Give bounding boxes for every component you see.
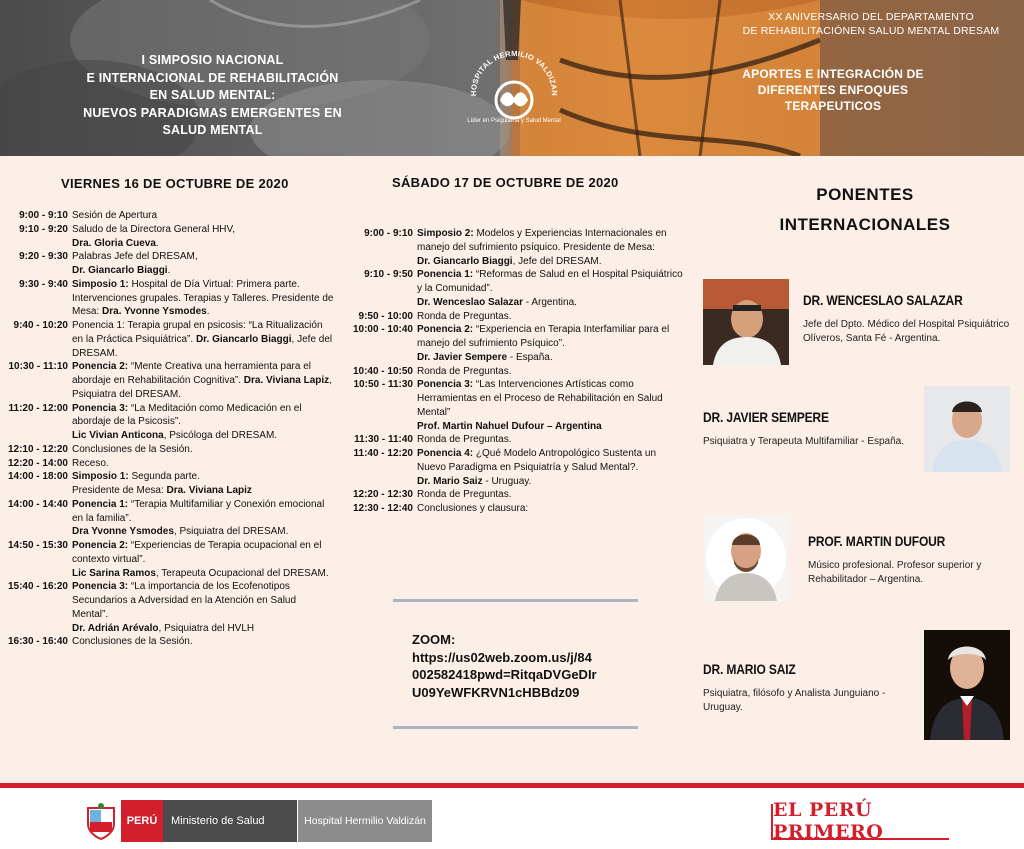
day2-activity: Conclusiones y clausura: [417, 503, 529, 514]
day2-schedule-row [350, 323, 685, 364]
day2-schedule-row [350, 365, 685, 379]
header-banner [0, 0, 1024, 156]
day1-activity: Ponencia 1: Terapia grupal en psicosis: “La Ritualización en la Práctica Psiquiátrica”. Dr. Giancarlo Biaggi, Jefe del DRESAM. [72, 320, 333, 359]
divider-top [393, 599, 638, 602]
divider-bottom [393, 726, 638, 729]
speaker-name-dufour: PROF. MARTIN DUFOUR [808, 533, 946, 549]
day2-schedule-row [350, 502, 685, 516]
day1-time: 12:20 - 14:00 [7, 457, 68, 469]
day2-time: 11:30 - 11:40 [354, 434, 413, 446]
day1-time: 12:10 - 12:20 [7, 443, 68, 455]
day1-activity: Conclusiones de la Sesión. [72, 443, 193, 455]
zoom-label: ZOOM: [412, 632, 456, 647]
day1-schedule [0, 209, 334, 649]
day1-time: 9:10 - 9:20 [19, 223, 68, 235]
theme-title: APORTES E INTEGRACIÓN DE DIFERENTES ENFOQUES TERAPEUTICOS [742, 67, 924, 113]
day1-time: 9:00 - 9:10 [19, 210, 68, 221]
day1-schedule-row [0, 360, 334, 401]
symposium-title: I SIMPOSIO NACIONAL E INTERNACIONAL DE REHABILITACIÓN EN SALUD MENTAL: NUEVOS PARADIGMAS EMERGENTES EN SALUD MENTAL [83, 53, 342, 137]
day1-activity: Simposio 1: Segunda parte. Presidente de Mesa: Dra. Viviana Lapiz [72, 471, 252, 496]
speaker-name-saiz: DR. MARIO SAIZ [703, 661, 796, 677]
speaker-desc-salazar: Jefe del Dpto. Médico del Hospital Psiquiátrico Olíveros, Santa Fé - Argentina. [803, 319, 1010, 344]
svg-text:HOSPITAL HERMILIO VALDIZAN [469, 49, 559, 96]
hospital-logo [462, 38, 566, 130]
day2-schedule-row [350, 268, 685, 309]
day1-schedule-row [0, 209, 334, 223]
day2-time: 9:10 - 9:50 [364, 269, 413, 281]
day2-activity: Ronda de Preguntas. [417, 365, 512, 377]
logo-arc-text: HOSPITAL HERMILIO VALDIZAN [468, 48, 560, 97]
day1-activity: Ponencia 2: “Mente Creativa una herramienta para el abordaje en Rehabilitación Cognitiva”. Dra. Viviana Lapiz, Psiquiatra del DRESAM. [72, 361, 332, 400]
day1-time: 9:30 - 9:40 [19, 278, 68, 290]
hospital-label: Hospital Hermilio Valdizán [298, 800, 432, 842]
day2-activity: Ponencia 2: “Experiencia en Terapia Interfamiliar para el manejo del sufrimiento Psíquico”. Dr. Javier Sempere - España. [417, 324, 670, 363]
day1-time: 9:40 - 10:20 [13, 320, 68, 331]
logo-tagline: Líder en Psiquiatría y Salud Mental [467, 118, 561, 124]
speaker-desc-dufour: Músico profesional. Profesor superior y Rehabilitador – Argentina. [808, 560, 982, 585]
day1-activity: Ponencia 1: “Terapia Multifamiliar y Conexión emocional en la familia”. Dra Yvonne Ysmodes, Psiquiatra del DRESAM. [72, 498, 325, 538]
day1-time: 11:20 - 12:00 [8, 402, 68, 414]
day1-time: 15:40 - 16:20 [7, 581, 68, 593]
speaker-desc-saiz: Psiquiatra, filósofo y Analista Junguiano - Uruguay. [703, 688, 886, 713]
peru-label: PERÚ [121, 800, 163, 842]
day1-time: 14:00 - 14:40 [7, 498, 68, 510]
day2-time: 12:30 - 12:40 [352, 503, 413, 514]
ponentes-title: PONENTES INTERNACIONALES [779, 185, 951, 234]
day1-activity: Ponencia 2: “Experiencias de Terapia ocupacional en el contexto virtual”. Lic Sarina Ramos, Terapeuta Ocupacional del DRESAM. [72, 540, 329, 579]
day1-schedule-row [0, 635, 334, 649]
day2-time: 9:50 - 10:00 [358, 310, 413, 322]
day1-schedule-row [0, 402, 334, 443]
day1-activity: Receso. [72, 457, 109, 469]
peru-coat-of-arms-icon [84, 802, 118, 840]
zoom-info [412, 631, 628, 701]
speaker-name-sempere: DR. JAVIER SEMPERE [703, 409, 829, 425]
day1-time: 14:50 - 15:30 [7, 540, 68, 551]
day1-schedule-row [0, 443, 334, 457]
anniversary-label: XX ANIVERSARIO DEL DEPARTAMENTO DE REHABILITACIÓNEN SALUD MENTAL DRESAM [742, 11, 1000, 37]
day2-activity: Ponencia 3: “Las Intervenciones Artísticas como Herramientas en el Proceso de Rehabilitación en Salud Mental” Prof. Martin Nahuel Dufour – Argentina [417, 379, 663, 432]
day2-schedule-row [350, 378, 685, 433]
day2-title: SÁBADO 17 DE OCTUBRE DE 2020 [392, 175, 619, 190]
speaker-photo-dufour [703, 515, 789, 601]
day2-schedule-row [350, 310, 685, 324]
day2-activity: Ronda de Preguntas. [417, 434, 512, 446]
day2-time: 10:40 - 10:50 [352, 365, 413, 377]
day2-time: 10:50 - 11:30 [353, 379, 413, 391]
day2-activity: Simposio 2: Modelos y Experiencias Internacionales en manejo del sufrimiento psíquico. Presidente de Mesa: Dr. Giancarlo Biaggi, Jefe del DRESAM. [417, 228, 667, 267]
speaker-photo-saiz [924, 630, 1010, 740]
day1-title: VIERNES 16 DE OCTUBRE DE 2020 [61, 176, 289, 191]
day2-time: 9:00 - 9:10 [364, 228, 413, 239]
day1-schedule-row [0, 223, 334, 251]
day2-schedule-row [350, 433, 685, 447]
day1-activity: Ponencia 3: “La Meditación como Medicación en el abordaje de la Psicosis”. Lic Vivian Anticona, Psicóloga del DRESAM. [72, 402, 302, 441]
day1-time: 14:00 - 18:00 [7, 471, 68, 483]
day1-schedule-row [0, 470, 334, 498]
day1-time: 16:30 - 16:40 [7, 636, 68, 648]
day2-time: 12:20 - 12:30 [352, 489, 413, 501]
day1-activity: Simposio 1: Hospital de Día Virtual: Primera parte. Intervenciones grupales. Terapias y Talleres. Presidente de Mesa: Dra. Yvonne Ysmodes. [72, 278, 334, 318]
day2-activity: Ronda de Preguntas. [417, 489, 512, 501]
day1-time: 9:20 - 9:30 [19, 251, 68, 263]
day2-activity: Ronda de Preguntas. [417, 310, 512, 322]
speaker-desc-sempere: Psiquiatra y Terapeuta Multifamiliar - España. [703, 436, 905, 447]
day2-schedule-row [350, 447, 685, 488]
day1-schedule-row [0, 319, 334, 360]
day1-activity: Sesión de Apertura [72, 210, 158, 221]
day1-schedule-row [0, 539, 334, 580]
day2-activity: Ponencia 4: ¿Qué Modelo Antropológico Sustenta un Nuevo Paradigma en Psiquiatría y Salud Mental?. Dr. Mario Saiz - Uruguay. [417, 448, 657, 487]
day2-schedule [350, 227, 685, 516]
el-peru-primero-logo: EL PERÚ PRIMERO [771, 804, 949, 840]
day2-time: 10:00 - 10:40 [352, 324, 413, 336]
day1-activity: Conclusiones de la Sesión. [72, 636, 193, 648]
day1-schedule-row [0, 250, 334, 278]
day1-time: 10:30 - 11:10 [8, 361, 68, 373]
day1-activity: Ponencia 3: “La importancia de los Ecofenotipos Secundarios a Adversidad en la Atención en Salud Mental”. Dr. Adrián Arévalo, Psiquiatra del HVLH [72, 581, 297, 634]
day2-time: 11:40 - 12:20 [353, 448, 413, 459]
speaker-photo-salazar [703, 279, 789, 365]
day1-schedule-row [0, 580, 334, 635]
speaker-name-salazar: DR. WENCESLAO SALAZAR [803, 292, 963, 308]
zoom-link[interactable]: https://us02web.zoom.us/j/84 002582418pwd=RitqaDVGeDIr U09YeWFKRVN1cHBBdz09 [412, 649, 597, 700]
day2-activity: Ponencia 1: “Reformas de Salud en el Hospital Psiquiátrico y la Comunidad”. Dr. Wenceslao Salazar - Argentina. [417, 269, 683, 308]
day1-schedule-row [0, 278, 334, 319]
ministerio-label: Ministerio de Salud [163, 800, 297, 842]
day1-activity: Saludo de la Directora General HHV, Dra. Gloria Cueva. [72, 223, 236, 249]
day1-activity: Palabras Jefe del DRESAM, Dr. Giancarlo Biaggi. [72, 251, 198, 276]
speaker-photo-sempere [924, 386, 1010, 472]
day1-schedule-row [0, 457, 334, 471]
footer-red-line [0, 783, 1024, 788]
day2-schedule-row [350, 488, 685, 502]
day2-schedule-row [350, 227, 685, 268]
day1-schedule-row [0, 498, 334, 539]
